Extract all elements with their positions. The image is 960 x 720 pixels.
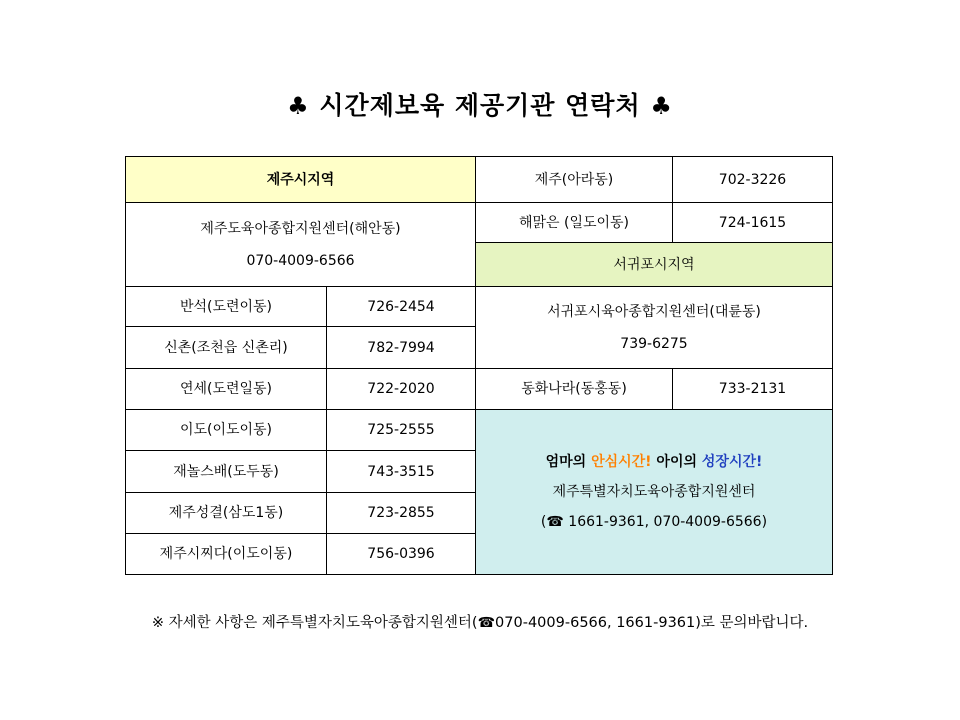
slogan-highlight: 안심시간! [591,454,652,470]
slogan-highlight: 성장시간! [701,454,763,470]
jeju-center-phone: 070-4009-6566 [246,252,355,269]
club-icon: ♣ [650,92,673,120]
facility-name: 해맑은 (일도이동) [476,203,673,243]
region-header-jeju: 제주시지역 [126,157,476,203]
phone-icon: ☎ [477,615,496,631]
jeju-center-name: 제주도육아종합지원센터(해안동) [200,220,401,237]
page-title-text: 시간제보육 제공기관 연락처 [319,91,641,120]
promo-phones [476,515,832,529]
facility-phone: 725-2555 [327,410,476,451]
note-prefix: ※ 자세한 사항은 제주특별자치도육아종합지원센터( [151,615,478,631]
promo-cell [476,410,833,575]
seogwipo-center-name: 서귀포시육아종합지원센터(대륜동) [547,303,761,320]
seogwipo-center-phone: 739-6275 [620,335,688,352]
phone-icon: ☎ [546,514,564,530]
slogan-part: 엄마의 [545,454,592,470]
facility-phone: 726-2454 [327,287,476,327]
club-icon: ♣ [287,92,310,120]
jeju-center-cell [126,203,476,287]
facility-name: 제주성결(삼도1동) [126,493,327,534]
slogan-part: 아이의 [651,454,702,470]
facility-phone: 723-2855 [327,493,476,534]
facility-name: 이도(이도이동) [126,410,327,451]
paren: ( [540,514,547,530]
promo-phone-numbers: 1661-9361, 070-4009-6566) [563,514,768,530]
region-header-seogwipo: 서귀포시지역 [476,243,833,287]
facility-name: 신촌(조천읍 신촌리) [126,327,327,369]
facility-phone: 782-7994 [327,327,476,369]
facility-phone: 733-2131 [673,369,833,410]
facility-phone: 722-2020 [327,369,476,410]
facility-phone: 724-1615 [673,203,833,243]
facility-phone: 743-3515 [327,451,476,493]
page-title [0,86,960,122]
facility-name: 반석(도련이동) [126,287,327,327]
promo-org: 제주특별자치도육아종합지원센터 [552,484,756,500]
facility-name: 제주(아라동) [476,157,673,203]
facility-name: 재놀스배(도두동) [126,451,327,493]
contact-table [125,156,833,575]
facility-phone: 702-3226 [673,157,833,203]
promo-slogan [476,455,832,469]
facility-name: 제주시찌다(이도이동) [126,534,327,575]
facility-name: 동화나라(동홍동) [476,369,673,410]
facility-phone: 756-0396 [327,534,476,575]
seogwipo-center-cell [476,287,833,369]
facility-name: 연세(도련일동) [126,369,327,410]
footer-note [0,611,960,632]
note-phones: 070-4009-6566, 1661-9361)로 문의바랍니다. [495,615,809,631]
